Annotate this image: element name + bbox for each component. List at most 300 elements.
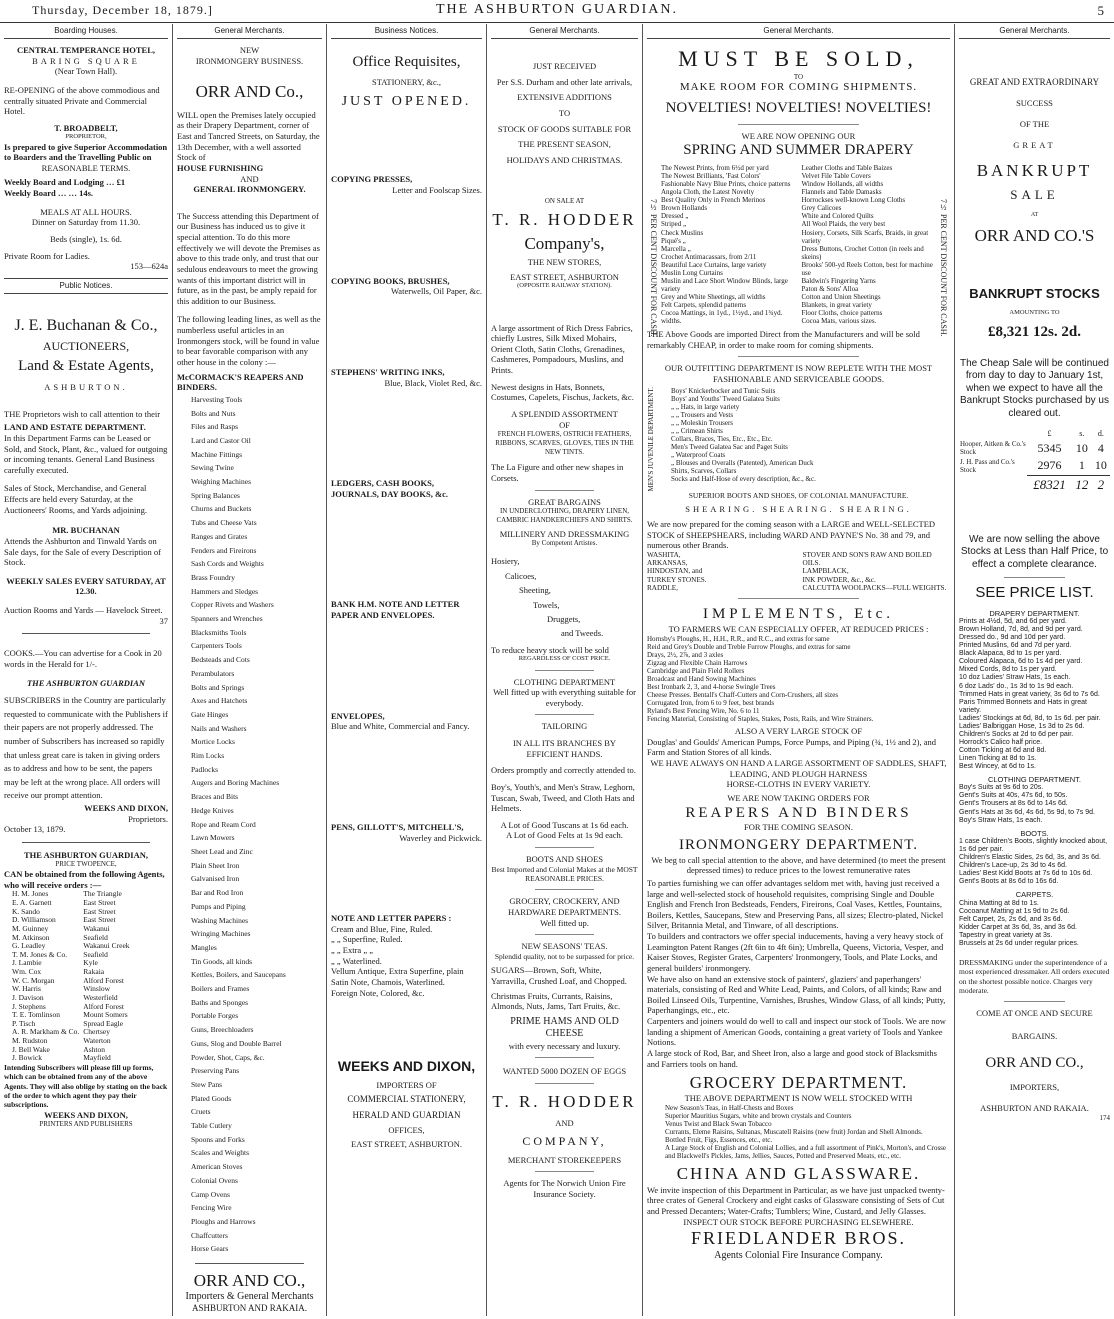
list-item: Crochet Antimacassars, from 2/11 xyxy=(661,252,757,261)
col3-footer-4: HERALD AND GUARDIAN xyxy=(352,1109,461,1120)
list-item: Black Alapaca, 8d to 1s per yard. xyxy=(959,650,1062,658)
bank-paper: BANK H.M. NOTE AND LETTER PAPER AND ENVELOPES. xyxy=(331,599,460,621)
buchanan-mr: MR. BUCHANAN xyxy=(52,525,120,536)
agent-place: Wakanui xyxy=(83,923,110,933)
list-item: Harvesting Tools xyxy=(191,394,243,404)
list-item: Portable Forges xyxy=(191,1011,239,1021)
list-item: Guns, Breechloaders xyxy=(191,1025,254,1035)
agent-name: G. Leadley xyxy=(12,941,46,951)
page-number: 5 xyxy=(1097,3,1104,18)
list-item: Cocoanut Matting at 1s 9d to 2s 6d. xyxy=(959,907,1070,915)
holidays: HOLIDAYS AND CHRISTMAS. xyxy=(506,154,623,165)
friedlander: FRIEDLANDER BROS. xyxy=(690,1228,907,1249)
ironmongery-dept: IRONMONGERY DEPARTMENT. xyxy=(678,836,919,853)
list-item: Stew Pans xyxy=(191,1079,223,1089)
list-item: Powder, Shot, Caps, &c. xyxy=(191,1052,265,1062)
list-item: Brass Foundry xyxy=(191,572,235,582)
list-item: Muslin Long Curtains xyxy=(661,268,723,277)
stock-value: 10 xyxy=(1094,458,1107,473)
agent-name: J. Stephens xyxy=(12,1001,46,1011)
selling-notice: We are now selling the above Stocks at Less than Half Price, to effect a complete clearance. xyxy=(960,533,1109,570)
brand-list xyxy=(647,551,950,592)
hotel-private: Private Room for Ladies. xyxy=(4,250,90,261)
list-item: Flannels and Table Damasks xyxy=(801,188,882,197)
agent-place: Chertsey xyxy=(83,1027,110,1037)
tailoring-2: IN ALL ITS BRANCHES BY EFFICIENT HANDS. xyxy=(512,738,617,759)
list-item: Perambulators xyxy=(191,668,235,678)
list-item: Spanners and Wrenches xyxy=(191,614,263,624)
list-item: All Wool Plaids, the very best xyxy=(801,220,886,229)
list-item: „ Blouses and Overalls (Patented), American Duck xyxy=(671,458,814,467)
list-item: Churns and Buckets xyxy=(191,504,252,514)
list-item: Men's Tweed Galatea Sac and Paget Suits xyxy=(671,442,788,451)
list-item: New Season's Teas, in Half-Chests and Boxes xyxy=(665,1104,794,1113)
underclothing: IN UNDERCLOTHING, DRAPERY LINEN, CAMBRIC HANDKERCHIEFS AND SHIRTS. xyxy=(496,507,633,525)
list-item: Gent's Hats at 3s 6d, 4s 6d, 5s 9d, to 7s 9d. xyxy=(959,808,1095,816)
drapery-dept: DRAPERY DEPARTMENT. xyxy=(989,608,1080,618)
come-at-once: COME AT ONCE AND SECURE xyxy=(976,1008,1093,1019)
agent-name: P. Tisch xyxy=(12,1018,36,1028)
list-item: Striped „ xyxy=(661,220,687,229)
success: SUCCESS xyxy=(1016,98,1053,109)
agent-place: Winslow xyxy=(83,984,111,994)
imported-notice: THE Above Goods are imported Direct from the Manufacturers and will be sold remarkably CHEAP, in order to make room for coming shipments. xyxy=(647,329,920,350)
col3-footer: WEEKS AND DIXON, xyxy=(337,1058,476,1075)
hotel-meals: MEALS AT ALL HOURS. xyxy=(40,206,132,217)
ironmongery-painters: We have also on hand an extensive stock of painters', glaziers' and paperhangers' materials, consisting of Red and White Lead, Paints, and Colors, of all kinds; Raw and Boiled Linseed Oils, Turpentine, Varnishes, Brushes, Window Glass, of all kinds; Putty, Paperhangings, etc., etc. xyxy=(647,973,946,1016)
list-item: Ploughs and Harrows xyxy=(191,1216,256,1226)
bargains: BARGAINS. xyxy=(1011,1031,1058,1042)
list-item: Trimmed Hats in great variety, 3s 6d to 7s 6d. xyxy=(959,690,1100,698)
list-item: Gent's Boots at 8s 6d to 16s 6d. xyxy=(959,878,1059,886)
column-boarding xyxy=(0,24,172,1316)
to-label: TO xyxy=(793,72,804,81)
drapery-list-2 xyxy=(802,164,937,325)
horse-cloths: HORSE-CLOTHS IN EVERY VARIETY. xyxy=(726,779,871,790)
friedlander-2: Agents Colonial Fire Insurance Company. xyxy=(714,1249,883,1261)
list-item: Prints at 4½d, 5d, and 6d per yard. xyxy=(959,618,1067,626)
stock-row xyxy=(959,439,1110,457)
list-item: Satin Note, Chamois, Waterlined. xyxy=(331,976,445,987)
stock-name: Hooper, Aitken & Co.'s Stock xyxy=(960,440,1026,456)
agent-place: Waterton xyxy=(83,1036,111,1046)
hosiery-list xyxy=(491,554,638,641)
list-item: Pumps and Piping xyxy=(191,901,246,911)
taking-orders: WE ARE NOW TAKING ORDERS FOR xyxy=(727,792,870,803)
agents-price: PRICE TWOPENCE, xyxy=(55,860,117,869)
list-item: Bar and Rod Iron xyxy=(191,888,244,898)
list-item: Currants, Eleme Raisins, Sultanas, Muscatell Raisins (new fruit) Jordan and Shell Almonds. xyxy=(665,1128,923,1137)
col4-footer-4: MERCHANT STOREKEEPERS xyxy=(507,1154,622,1165)
clothing-body: Well fitted up with everything suitable for everybody. xyxy=(493,687,636,708)
list-item: Scales and Weights xyxy=(191,1148,249,1158)
boots-prices xyxy=(959,838,1110,886)
grocery-depts: GROCERY, CROCKERY, AND HARDWARE DEPARTMENTS. xyxy=(508,896,621,918)
masthead xyxy=(0,0,1114,23)
list-item: Lawn Mowers xyxy=(191,833,235,843)
novelties: NOVELTIES! NOVELTIES! NOVELTIES! xyxy=(665,100,932,116)
list-item: Nails and Washers xyxy=(191,723,247,733)
list-item: Baths and Sponges xyxy=(191,997,249,1007)
millinery: MILLINERY AND DRESSMAKING xyxy=(499,528,630,539)
list-item: Brussels at 2s 6d under regular prices. xyxy=(959,939,1079,947)
list-item: Rim Locks xyxy=(191,751,225,761)
hotel-dinner: Dinner on Saturday from 11.30. xyxy=(31,217,141,228)
hodder-name: T. R. HODDER xyxy=(492,210,637,230)
list-item: Preserving Pans xyxy=(191,1066,240,1076)
list-item: Bottled Fruit, Figs, Essences, etc., etc. xyxy=(665,1136,773,1145)
china-body: We invite inspection of this Department in Particular, as we have just unpacked twenty-three crates of General Crockery and eight casks of Glassware consisting of Sets of Cut and Pressed Decanters; Water-Crafts; Tumblers; Wine, Custard, and Jelly Glasses. xyxy=(647,1184,945,1216)
list-item: Files and Rasps xyxy=(191,422,239,432)
envelopes: ENVELOPES, xyxy=(331,710,385,721)
list-item: RADDLE, xyxy=(647,584,678,593)
implements: IMPLEMENTS, Etc. xyxy=(702,606,895,623)
list-item: Padlocks xyxy=(191,764,219,774)
public-notices-header: Public Notices. xyxy=(4,278,168,294)
column-orr-sale xyxy=(954,24,1114,1316)
agents-intending: Intending Subscribers will please fill up forms, which can be obtained from any of the above Agents. They will also oblige by stating on the back of the order to which agent they pay their subscriptions. xyxy=(4,1062,168,1110)
grocery-dept: GROCERY DEPARTMENT. xyxy=(689,1073,908,1093)
list-item: Felt Carpet, 2s, 2s 6d, and 3s 6d. xyxy=(959,915,1063,923)
col1-footer-2: PRINTERS AND PUBLISHERS xyxy=(39,1120,133,1129)
list-item: Cheese Presses. Bentall's Chaff-Cutters and Corn-Crushers, all sizes xyxy=(647,691,839,700)
list-item: Gent's Trousers at 8s 6d to 14s 6d. xyxy=(959,800,1068,808)
agent-name: W. Harris xyxy=(12,984,41,994)
list-item: Blankets, in great variety xyxy=(801,300,872,309)
spring-summer: SPRING AND SUMMER DRAPERY xyxy=(683,142,914,159)
opposite: (OPPOSITE RAILWAY STATION). xyxy=(517,282,612,290)
carpets-prices xyxy=(959,900,1110,948)
column-header: Boarding Houses. xyxy=(4,24,168,39)
agent-place: East Street xyxy=(83,915,116,925)
note-papers: NOTE AND LETTER PAPERS : xyxy=(331,913,452,924)
list-item: Grey Calicoes xyxy=(801,204,842,213)
stock-value: 4 xyxy=(1097,440,1104,455)
agent-place: Westerfield xyxy=(83,992,118,1002)
hotel-weekly-2: Weekly Board … … 14s. xyxy=(4,188,94,198)
column-head: s. xyxy=(1079,429,1085,438)
column-business xyxy=(326,24,486,1316)
list-item: „ „ Extra „ „ xyxy=(331,945,373,956)
list-item: Muslin and Lace Short Window Blinds, large variety xyxy=(661,276,788,293)
list-item: Spoons and Forks xyxy=(191,1134,245,1144)
list-item: Cotton Ticking at 6d and 8d. xyxy=(959,746,1047,754)
new-teas: NEW SEASONS' TEAS. xyxy=(521,941,608,952)
tuscans: A Lot of Good Tuscans at 1s 6d each. xyxy=(500,819,629,830)
inspect-stock: INSPECT OUR STOCK BEFORE PURCHASING ELSEWHERE. xyxy=(683,1216,914,1227)
agent-name: J. Bowick xyxy=(12,1053,42,1063)
buchanan-dept: LAND AND ESTATE DEPARTMENT. xyxy=(4,422,146,433)
coming-season: FOR THE COMING SEASON. xyxy=(744,822,853,833)
list-item: Wringing Machines xyxy=(191,929,251,939)
ironmongery-furnishing: To parties furnishing we can offer advantages seldom met with, having just received a large and well-selected stock of household requisites, comprising Single and Double English and French Iron Bedsteads, Fenders, Fireirons, Coal Vases, Kettles, Fountains, Boilers, Kettles, Saucepans, Stew and Preserving Pans, all sizes; Electro-plated, Nickel Silver, Britannia Metal, and Tinware, of all descriptions. xyxy=(647,877,944,931)
boys-hats: Boy's, Youth's, and Men's Straw, Leghorn, Tuscan, Swab, Tweed, and Cloth Hats and Helmets. xyxy=(491,781,635,814)
list-item: Shirts, Scarves, Collars xyxy=(671,467,737,476)
agent-place: Seafield xyxy=(83,949,108,959)
ironmongery-body: We beg to call special attention to the above, and have determined (to meet the present depressed times) to reduce prices to the lowest remunerative rates xyxy=(651,854,946,876)
list-item: Sheet Lead and Zinc xyxy=(191,847,253,856)
list-item: Table Cutlery xyxy=(191,1121,232,1131)
list-item: Fashionable Navy Blue Prints, choice patterns xyxy=(661,180,791,189)
envelopes-2: Blue and White, Commercial and Fancy. xyxy=(331,721,470,732)
copying-books: COPYING BOOKS, BRUSHES, xyxy=(331,275,450,286)
list-item: Best Wincey, at 6d to 1s. xyxy=(959,762,1036,770)
list-item: Hedge Knives xyxy=(191,805,234,815)
list-item: Brown Holland, 7d, 8d, and 9d per yard. xyxy=(959,626,1083,634)
opening-intro: WILL open the Premises lately occupied as their Drapery Department, corner of East and Tancred Streets, on Saturday, the 13th December, with a well assorted Stock of xyxy=(177,109,320,163)
list-item: Best Ironbark 2, 3, and 4-horse Swingle Trees xyxy=(647,682,776,691)
house-furnishing: HOUSE FURNISHING xyxy=(177,162,264,173)
list-item: American Stoves xyxy=(191,1162,243,1172)
list-item: Socks and Half-Hose of every description, &c., &c. xyxy=(671,475,816,484)
newest-designs: Newest designs in Hats, Bonnets, Costumes, Capelets, Fischus, Jackets, &c. xyxy=(491,381,634,403)
agent-name: H. M. Jones xyxy=(12,889,49,899)
agent-name: T. E. Tomlinson xyxy=(12,1010,60,1020)
buchanan-attends: Attends the Ashburton and Tinwald Yards on Sale days, for the Sale of every Description of Stock. xyxy=(4,535,161,568)
list-item: „ „ Superfine, Ruled. xyxy=(331,934,403,945)
cooks-notice: COOKS.—You can advertise for a Cook in 20 words in the Herald for 1/-. xyxy=(4,648,162,669)
agents-table xyxy=(12,890,134,1063)
list-item: A Large Stock of English and Colonial Lollies, and a full assortment of Pink's, Morton's, and Crosse and Blackwell's Pickles, Jams, Jellies, Sauces, Potted and Preserved Meats, etc., etc. xyxy=(665,1144,947,1161)
list-item: China Matting at 8d to 1s. xyxy=(959,899,1039,907)
list-item: Grey and White Sheetings, all widths xyxy=(661,292,766,301)
list-item: Ladies' Stockings at 6d, 8d, to 1s 6d. per pair. xyxy=(959,714,1101,722)
list-item: Ladies' Best Kidd Boots at 7s 6d to 10s 6d. xyxy=(959,870,1093,878)
guardian-title: THE ASHBURTON GUARDIAN xyxy=(26,677,146,688)
column-header: General Merchants. xyxy=(959,24,1110,39)
boots-shoes: BOOTS AND SHOES xyxy=(526,854,603,865)
list-item: Dress Buttons, Crochet Cotton (in reels and skeins) xyxy=(801,244,924,261)
list-item: INK POWDER, &c., &c. xyxy=(802,575,876,584)
list-item: Dressed „ xyxy=(661,212,689,221)
on-sale: ON SALE AT xyxy=(544,197,585,206)
agent-name: J. Bell Wake xyxy=(12,1044,50,1054)
column-header: Business Notices. xyxy=(331,24,482,39)
list-item: Best Quality Only in French Merinos xyxy=(661,196,766,205)
stock-value: 2976 xyxy=(1037,458,1062,473)
great-word: GREAT xyxy=(1013,139,1056,150)
list-item: Mixed Cords, 8d to 1s per yard. xyxy=(959,666,1057,674)
buchanan-rooms: Auction Rooms and Yards — Havelock Street. xyxy=(4,605,163,616)
orr-name: ORR AND CO.'S xyxy=(974,226,1095,246)
list-item: Dressed do., 9d and 10d per yard. xyxy=(959,634,1066,642)
subscribers-notice: SUBSCRIBERS in the Country are particularly requested to communicate with the Publishers if their papers are not properly addressed. The number of Subscribers has increased so rapidly that unless great care is taken in giving orders as to address and how to be sent, the papers may be left at the wrong place. All orders will receive our prompt attention. xyxy=(4,695,168,801)
agent-place: Rakaia xyxy=(83,967,105,977)
list-item: Lard and Castor Oil xyxy=(191,435,251,445)
list-item: Children's Socks at 2d to 6d per pair. xyxy=(959,730,1074,738)
list-item: Galvanised Iron xyxy=(191,874,240,884)
ironmongery-builders: To builders and contractors we offer special inducements, having a very heavy stock of Leamington Patent Ranges (2ft 6in to 4ft 6in); Umbrella, Queens, Victoria, Vesper, and Kaiser Stoves, Register Grates, Carpenters' Ironmongery, Tools, and Plate Locks, and general builders' ironmongery. xyxy=(647,931,944,973)
pens-2: Waverley and Pickwick. xyxy=(399,832,482,843)
sugars: SUGARS—Brown, Soft, White, Yarravilla, Crushed Loaf, and Chopped. xyxy=(491,965,627,986)
col4-footer: T. R. HODDER xyxy=(492,1092,637,1112)
felts: A Lot of Good Felts at 1s 9d each. xyxy=(506,830,623,841)
agent-place: Ashton xyxy=(83,1044,105,1054)
col3-footer-3: COMMERCIAL STATIONERY, xyxy=(347,1094,466,1105)
douglas-pumps: Douglas' and Goulds' American Pumps, Force Pumps, and Piping (¾, 1½ and 2), and Farm and Station Stores of all kinds. xyxy=(647,736,936,758)
ledgers: LEDGERS, CASH BOOKS, JOURNALS, DAY BOOKS, &c. xyxy=(331,478,448,499)
stationery: STATIONERY, &c., xyxy=(371,77,442,87)
list-item: „ „ Crimean Shirts xyxy=(671,426,723,435)
list-item: The Newest Brilliants, 'Fast Colors' xyxy=(661,172,761,181)
list-item: Sheeting, xyxy=(519,585,551,596)
list-item: Tapestry in great variety at 3s. xyxy=(959,931,1053,939)
list-item: „ „ Trousers and Vests xyxy=(671,410,734,419)
subs-proprietors: Proprietors. xyxy=(128,813,168,824)
list-item: Collars, Braces, Ties, Etc., Etc., Etc. xyxy=(671,434,773,443)
copying-books-2: Waterwells, Oil Paper, &c. xyxy=(390,286,482,297)
grocery-list xyxy=(647,1104,950,1160)
list-item: Horse Gears xyxy=(191,1244,229,1254)
list-item: „ „ Hats, in large variety xyxy=(671,402,740,411)
list-item: Leather Cloths and Table Baizes xyxy=(801,164,893,173)
list-item: Children's Elastic Sides, 2s 6d, 3s, and 3s 6d. xyxy=(959,854,1101,862)
great-extraordinary: GREAT AND EXTRAORDINARY xyxy=(969,77,1100,87)
agent-place: Alford Forest xyxy=(83,1001,124,1011)
list-item: Baldwin's Fingering Yarns xyxy=(801,276,876,285)
general-ironmongery: GENERAL IRONMONGERY. xyxy=(193,184,306,195)
competent: By Competent Artistes. xyxy=(531,539,598,548)
list-item: Augers and Boring Machines xyxy=(191,778,280,788)
list-item: Mortice Locks xyxy=(191,737,235,747)
list-item: Boilers and Frames xyxy=(191,984,250,994)
ashburton-rakaia: ASHBURTON AND RAKAIA. xyxy=(980,1103,1089,1114)
column-hodder xyxy=(486,24,642,1316)
ironmongery-iron: A large stock of Rod, Bar, and Sheet Iron, also a large and good stock of Blacksmiths and Farriers tools on hand. xyxy=(647,1047,937,1069)
column-header: General Merchants. xyxy=(177,24,322,39)
writing-inks-2: Blue, Black, Violet Red, &c. xyxy=(384,377,482,388)
list-item: Broadcast and Hand Sowing Machines xyxy=(647,674,756,683)
list-item: Gate Hinges xyxy=(191,709,229,719)
list-item: White and Colored Quilts xyxy=(801,212,874,221)
great-bargains: GREAT BARGAINS xyxy=(528,496,601,507)
list-item: Blacksmiths Tools xyxy=(191,627,247,637)
hotel-beds: Beds (single), 1s. 6d. xyxy=(50,233,122,244)
stock-name: J. H. Pass and Co.'s Stock xyxy=(960,458,1015,474)
list-item: Ladies' Balbriggan Hose, 1s 3d to 2s 6d. xyxy=(959,722,1085,730)
sale: SALE xyxy=(1010,187,1059,203)
list-item: Superior Mauritius Sugars, white and brown crystals and Counters xyxy=(665,1112,852,1121)
list-item: Cruets xyxy=(191,1107,211,1117)
stock-row xyxy=(959,457,1110,475)
teas-body: Splendid quality, not to be surpassed for price. xyxy=(494,951,635,961)
col2-footer-2: Importers & General Merchants xyxy=(185,1290,314,1302)
buchanan-sales: Sales of Stock, Merchandise, and General Effects are held every Saturday, at the Auctioneers' Rooms, and Yards adjoining. xyxy=(4,483,147,515)
agent-name: Wm. Cox xyxy=(12,967,42,977)
list-item: Boy's Suits at 9s 6d to 20s. xyxy=(959,784,1044,792)
hotel-owner-title: PROPRIETOR, xyxy=(65,133,107,141)
col3-footer-6: EAST STREET, ASHBURTON. xyxy=(351,1139,462,1150)
paper-list xyxy=(331,924,482,998)
list-item: Boy's Straw Hats, 1s each. xyxy=(959,816,1043,824)
hams-body: with every necessary and luxury. xyxy=(508,1040,621,1051)
stock-value: 10 xyxy=(1075,440,1088,455)
list-item: Vellum Antique, Extra Superfine, plain xyxy=(331,966,464,977)
list-item: Window Hollands, all widths xyxy=(801,180,884,189)
list-item: Boys' and Youths' Tweed Galatea Suits xyxy=(671,394,780,403)
dressmaking: DRESSMAKING under the superintendence of a most experienced dressmaker. All orders executed on the shortest possible notice. Charges very moderate. xyxy=(959,957,1110,996)
new-stores: THE NEW STORES, xyxy=(527,257,602,268)
list-item: „ Waterproof Coats xyxy=(671,450,726,459)
list-item: Druggets, xyxy=(547,613,581,624)
cheap-sale: The Cheap Sale will be continued from day to day to January 1st, when we expect to have all the Bankrupt Stocks purchased by us cleared out. xyxy=(960,357,1109,419)
list-item: Sash Cords and Weights xyxy=(191,559,264,569)
buchanan-body: THE Proprietors wish to call attention to their xyxy=(4,408,161,419)
hodder-company: Company's, xyxy=(524,233,605,253)
make-room: MAKE ROOM FOR COMING SHIPMENTS. xyxy=(679,81,918,94)
discount-left: 7½ PER CENT DISCOUNT FOR CASH. xyxy=(649,199,658,337)
agent-place: Mayfield xyxy=(83,1053,111,1063)
office-requisites: Office Requisites, xyxy=(352,54,461,70)
agent-name: M. Guinney xyxy=(12,923,49,933)
just-received: JUST RECEIVED xyxy=(532,61,597,71)
implements-body: TO FARMERS WE CAN ESPECIALLY OFFER, AT REDUCED PRICES : xyxy=(668,624,929,635)
list-item: HINDOSTAN, and xyxy=(647,567,703,576)
must-be-sold: MUST BE SOLD, xyxy=(678,46,919,71)
shearing: SHEARING. SHEARING. SHEARING. xyxy=(685,504,912,515)
list-item: 1 case Children's Boots, slightly knocked about, 1s 6d per pair. xyxy=(959,838,1108,854)
list-item: Hammers and Sledges xyxy=(191,586,259,596)
tailoring-3: Orders promptly and correctly attended to. xyxy=(491,765,636,776)
list-item: Drays, 2½, 2⅞, and 3 axles xyxy=(647,650,724,659)
list-item: Mangles xyxy=(191,942,217,952)
agent-place: Mount Somers xyxy=(83,1010,128,1020)
writing-inks: STEPHENS' WRITING INKS, xyxy=(331,366,445,377)
durham: Per S.S. Durham and other late arrivals, xyxy=(496,76,633,87)
buchanan-land: Land & Estate Agents, xyxy=(18,358,154,375)
list-item: The Newest Prints, from 6½d per yard xyxy=(661,164,769,173)
subs-date: October 13, 1879. xyxy=(4,824,66,835)
wanted-eggs: WANTED 5000 DOZEN OF EGGS xyxy=(502,1066,627,1077)
hotel-near: (Near Town Hall). xyxy=(54,66,118,77)
hotel-terms: REASONABLE TERMS. xyxy=(41,162,131,173)
list-item: Reid and Grey's Double and Treble Furrow Ploughs, and extras for same xyxy=(647,642,851,651)
agent-name: A. R. Markham & Co. xyxy=(12,1027,80,1037)
list-item: Plated Goods xyxy=(191,1093,232,1103)
list-item: Guns, Slog and Double Barrel xyxy=(191,1038,282,1048)
reduce: To reduce heavy stock will be sold xyxy=(491,644,609,655)
list-item: Cream and Blue, Fine, Ruled. xyxy=(331,923,433,934)
agent-name: M. Atkinson xyxy=(12,932,50,942)
col4-footer-2: AND xyxy=(555,1117,574,1128)
shearing-body: We are now prepared for the coming season with a LARGE and WELL-SELECTED STOCK of SHEEPSHEARS, including WARD AND PAYNE'S No. 38 and 79, and numerous other Brands. xyxy=(647,519,936,551)
agent-name: J. Lambie xyxy=(12,958,42,968)
list-item: Brown Hollands xyxy=(661,204,708,213)
superior-boots: SUPERIOR BOOTS AND SHOES, OF COLONIAL MANUFACTURE. xyxy=(688,491,909,501)
list-item: TURKEY STONES. xyxy=(647,575,707,584)
agent-place: Kyle xyxy=(83,958,98,968)
list-item: Gent's Suits at 40s, 47s 6d, to 50s. xyxy=(959,792,1068,800)
agent-name: W. C. Morgan xyxy=(12,975,55,985)
stock-table xyxy=(959,428,1110,494)
stock-total-value: £8321 xyxy=(1027,475,1072,494)
juvenile-label: MEN'S JUVENILE DEPARTMENT. xyxy=(647,386,655,492)
agent-place: The Triangle xyxy=(83,889,122,899)
stock-suitable: STOCK OF GOODS SUITABLE FOR xyxy=(497,123,632,134)
list-item: Plain Sheet Iron xyxy=(191,860,240,870)
list-item: Ranges and Grates xyxy=(191,531,248,541)
list-item: Chaffcutters xyxy=(191,1230,228,1240)
also-large: ALSO A VERY LARGE STOCK OF xyxy=(734,726,863,737)
stock-total-value: 2 xyxy=(1092,475,1110,494)
ref-number: 174 xyxy=(1099,1113,1110,1122)
buchanan-body-2: In this Department Farms can be Leased or Sold, and Stock, Plant, &c., valued for outgoing or incoming tenants. General Land Business carefully executed. xyxy=(4,432,168,475)
east-street: EAST STREET, ASHBURTON xyxy=(510,271,619,282)
splendid: A SPLENDID ASSORTMENT xyxy=(511,408,618,419)
col3-footer-2: IMPORTERS OF xyxy=(376,1079,437,1090)
drapery-list-1 xyxy=(661,164,796,325)
list-item: Bedsteads and Cots xyxy=(191,655,250,665)
